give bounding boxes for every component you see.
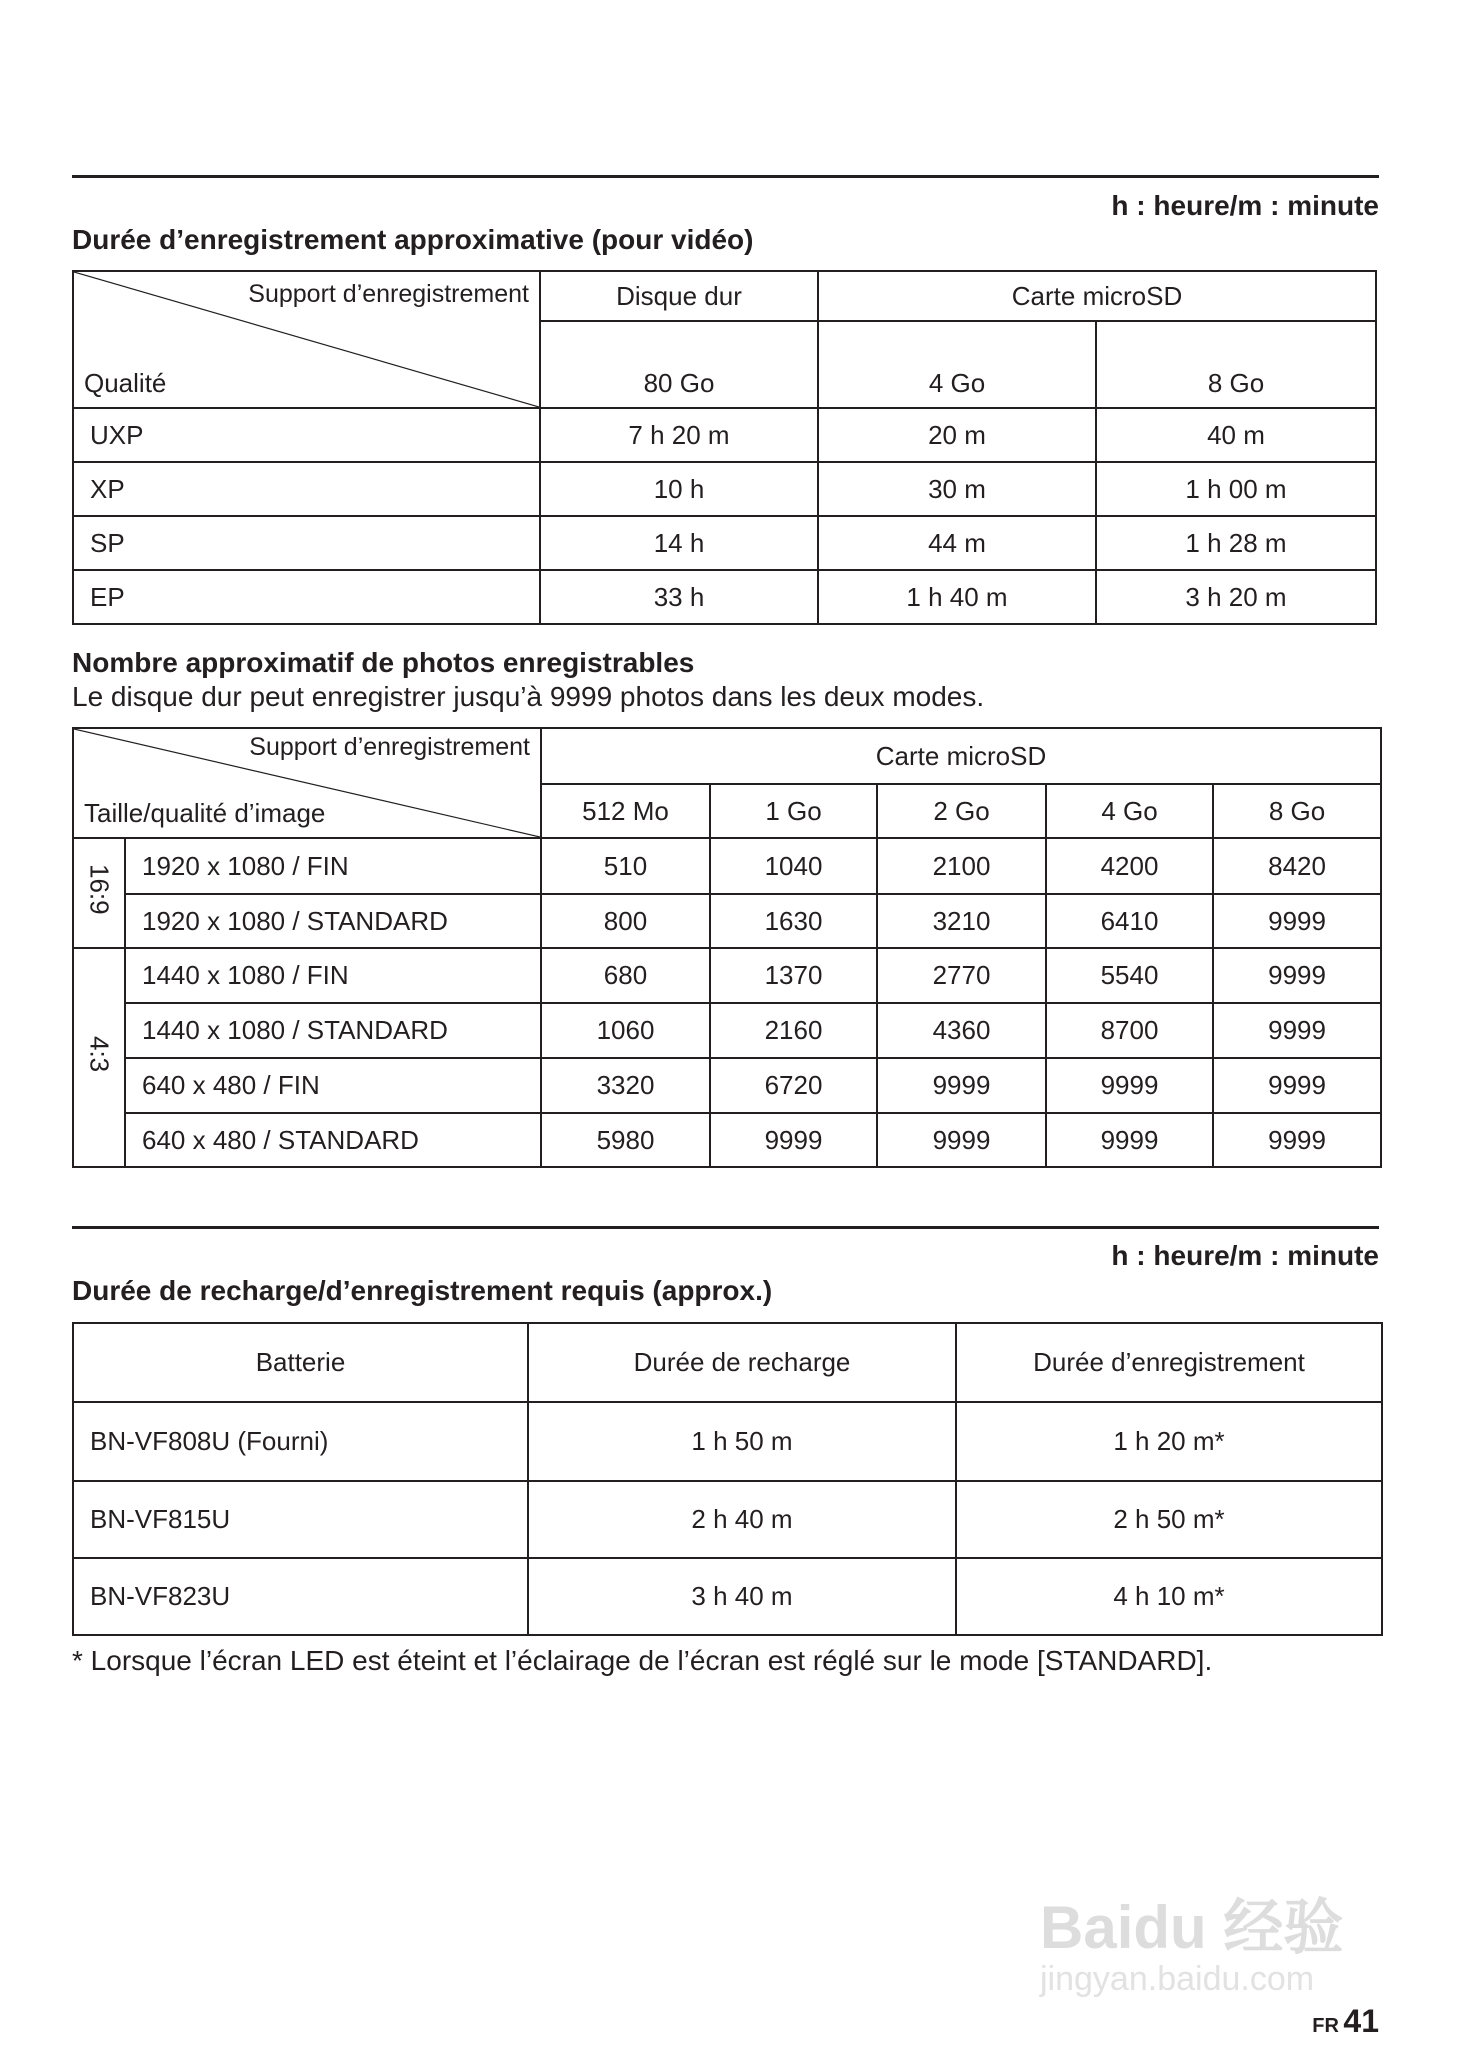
value-cell: 3 h 40 m <box>528 1558 956 1635</box>
value-cell: 1 h 28 m <box>1096 516 1376 570</box>
value-cell: 4 h 10 m* <box>956 1558 1382 1635</box>
capacity-header: 80 Go <box>540 321 818 408</box>
unit-note: h : heure/m : minute <box>1111 1240 1379 1271</box>
battery-cell: BN-VF815U <box>73 1481 528 1558</box>
table-row <box>73 1558 1382 1635</box>
value-cell: 7 h 20 m <box>540 408 818 462</box>
aspect-cell <box>73 838 125 948</box>
value-cell: 3320 <box>541 1058 710 1113</box>
capacity-header: 4 Go <box>1046 784 1213 838</box>
watermark-logo: Baidu 经验 <box>1040 1894 1344 1961</box>
value-cell: 680 <box>541 948 710 1003</box>
value-cell: 9999 <box>1213 1113 1381 1167</box>
aspect-cell <box>73 948 125 1167</box>
page-num: 41 <box>1343 2003 1379 2039</box>
value-cell: 2 h 50 m* <box>956 1481 1382 1558</box>
value-cell: 9999 <box>877 1058 1046 1113</box>
group-header: Disque dur <box>540 271 818 321</box>
table-row <box>73 838 1381 894</box>
value-cell: 30 m <box>818 462 1096 516</box>
value-cell: 40 m <box>1096 408 1376 462</box>
battery-cell: BN-VF823U <box>73 1558 528 1635</box>
footnote: * Lorsque l’écran LED est éteint et l’éclairage de l’écran est réglé sur le mode [STANDARD]. <box>72 1645 1213 1676</box>
corner-header <box>73 271 540 408</box>
value-cell: 4360 <box>877 1003 1046 1058</box>
size-cell: 640 x 480 / STANDARD <box>125 1113 541 1167</box>
column-header: Batterie <box>73 1323 528 1402</box>
value-cell: 3 h 20 m <box>1096 570 1376 624</box>
page-lang: FR <box>1312 2015 1339 2037</box>
value-cell: 2 h 40 m <box>528 1481 956 1558</box>
value-cell: 6410 <box>1046 894 1213 948</box>
corner-top-label: Support d’enregistrement <box>249 733 530 761</box>
value-cell: 9999 <box>877 1113 1046 1167</box>
table-row <box>73 1113 1381 1167</box>
value-cell: 20 m <box>818 408 1096 462</box>
column-header: Durée d’enregistrement <box>956 1323 1382 1402</box>
value-cell: 1 h 40 m <box>818 570 1096 624</box>
page-number <box>1312 2003 1379 2040</box>
quality-cell: EP <box>73 570 540 624</box>
table-row <box>73 1003 1381 1058</box>
corner-bottom-label: Qualité <box>84 368 167 398</box>
capacity-header: 8 Go <box>1213 784 1381 838</box>
value-cell: 44 m <box>818 516 1096 570</box>
unit-note: h : heure/m : minute <box>1111 190 1379 221</box>
capacity-header: 4 Go <box>818 321 1096 408</box>
table-row <box>73 1402 1382 1481</box>
quality-cell: SP <box>73 516 540 570</box>
value-cell: 9999 <box>1213 894 1381 948</box>
table-row <box>73 462 1376 516</box>
value-cell: 1 h 50 m <box>528 1402 956 1481</box>
value-cell: 10 h <box>540 462 818 516</box>
aspect-label: 16:9 <box>84 864 115 915</box>
value-cell: 1630 <box>710 894 877 948</box>
value-cell: 14 h <box>540 516 818 570</box>
value-cell: 9999 <box>1046 1058 1213 1113</box>
value-cell: 1 h 20 m* <box>956 1402 1382 1481</box>
table-row <box>73 1481 1382 1558</box>
corner-header <box>73 728 541 838</box>
battery-table <box>72 1322 1383 1636</box>
aspect-label: 4:3 <box>84 1035 115 1073</box>
section-divider <box>72 175 1379 178</box>
value-cell: 5980 <box>541 1113 710 1167</box>
value-cell: 5540 <box>1046 948 1213 1003</box>
section-title: Nombre approximatif de photos enregistrables <box>72 647 695 678</box>
size-cell: 1920 x 1080 / FIN <box>125 838 541 894</box>
value-cell: 9999 <box>1213 948 1381 1003</box>
value-cell: 1 h 00 m <box>1096 462 1376 516</box>
corner-bottom-label: Taille/qualité d’image <box>84 798 326 828</box>
photo-count-table <box>72 727 1382 1168</box>
quality-cell: XP <box>73 462 540 516</box>
capacity-header: 2 Go <box>877 784 1046 838</box>
size-cell: 1440 x 1080 / STANDARD <box>125 1003 541 1058</box>
value-cell: 9999 <box>1046 1113 1213 1167</box>
group-header: Carte microSD <box>818 271 1376 321</box>
size-cell: 640 x 480 / FIN <box>125 1058 541 1113</box>
capacity-header: 8 Go <box>1096 321 1376 408</box>
value-cell: 4200 <box>1046 838 1213 894</box>
section-title: Durée d’enregistrement approximative (pour vidéo) <box>72 224 754 255</box>
table-row <box>73 516 1376 570</box>
table-row <box>73 948 1381 1003</box>
section-divider <box>72 1226 1379 1229</box>
value-cell: 9999 <box>1213 1003 1381 1058</box>
table-row <box>73 1058 1381 1113</box>
value-cell: 9999 <box>1213 1058 1381 1113</box>
value-cell: 2160 <box>710 1003 877 1058</box>
size-cell: 1440 x 1080 / FIN <box>125 948 541 1003</box>
value-cell: 3210 <box>877 894 1046 948</box>
capacity-header: 512 Mo <box>541 784 710 838</box>
section-title: Durée de recharge/d’enregistrement requis (approx.) <box>72 1275 773 1306</box>
value-cell: 1370 <box>710 948 877 1003</box>
value-cell: 33 h <box>540 570 818 624</box>
quality-cell: UXP <box>73 408 540 462</box>
section-subtitle: Le disque dur peut enregistrer jusqu’à 9999 photos dans les deux modes. <box>72 681 985 712</box>
watermark-url: jingyan.baidu.com <box>1040 1960 1315 1998</box>
capacity-header: 1 Go <box>710 784 877 838</box>
table-row <box>73 408 1376 462</box>
group-header: Carte microSD <box>541 728 1381 784</box>
value-cell: 800 <box>541 894 710 948</box>
value-cell: 8700 <box>1046 1003 1213 1058</box>
table-row <box>73 894 1381 948</box>
table-row <box>73 570 1376 624</box>
size-cell: 1920 x 1080 / STANDARD <box>125 894 541 948</box>
value-cell: 2770 <box>877 948 1046 1003</box>
video-duration-table <box>72 270 1377 625</box>
value-cell: 6720 <box>710 1058 877 1113</box>
value-cell: 1060 <box>541 1003 710 1058</box>
value-cell: 2100 <box>877 838 1046 894</box>
column-header: Durée de recharge <box>528 1323 956 1402</box>
value-cell: 1040 <box>710 838 877 894</box>
corner-top-label: Support d’enregistrement <box>248 280 529 308</box>
value-cell: 510 <box>541 838 710 894</box>
battery-cell: BN-VF808U (Fourni) <box>73 1402 528 1481</box>
value-cell: 8420 <box>1213 838 1381 894</box>
value-cell: 9999 <box>710 1113 877 1167</box>
